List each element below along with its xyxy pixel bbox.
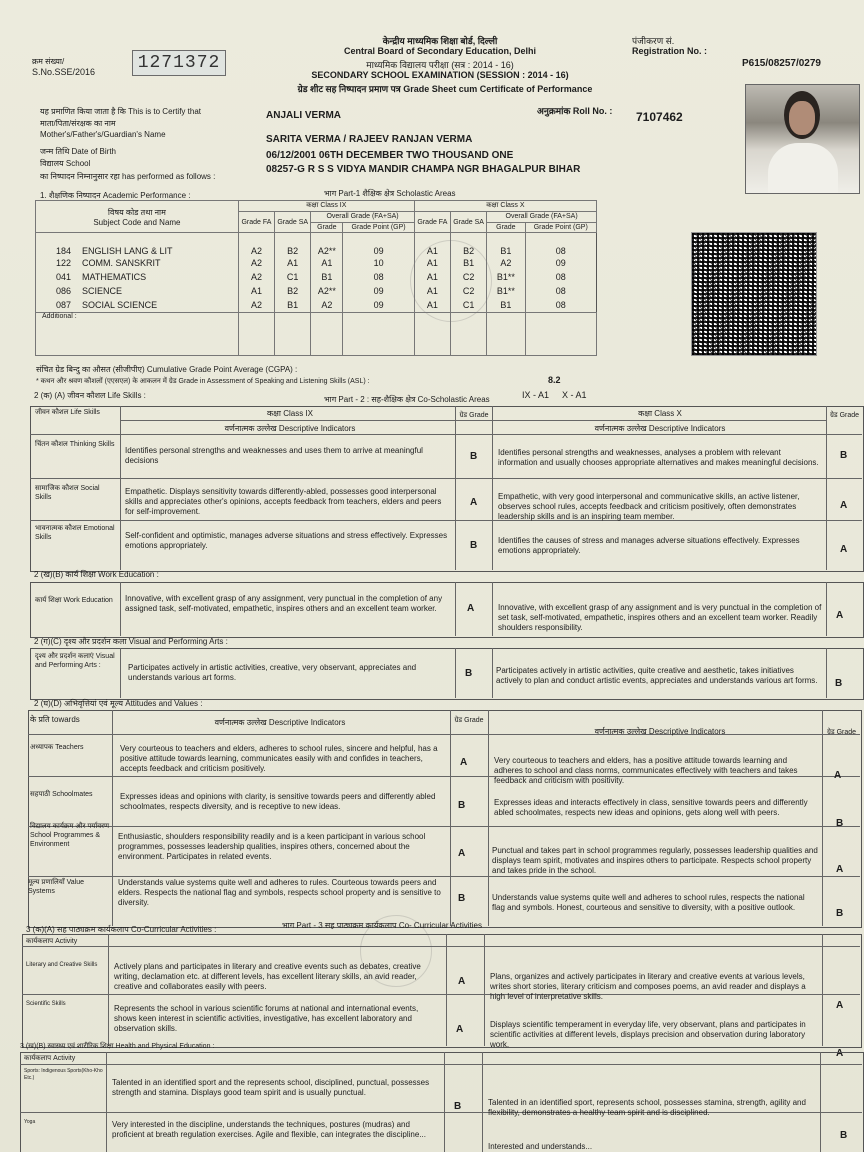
ix-overall-grade: A2** xyxy=(311,233,343,257)
parent-label-hindi: माता/पिता/संरक्षक का नाम xyxy=(40,119,116,128)
ix-sa-grade: C1 xyxy=(275,270,311,284)
academic-table xyxy=(35,200,597,356)
x-fa-grade: A1 xyxy=(414,284,450,298)
parent-label: Mother's/Father's/Guardian's Name xyxy=(40,130,166,139)
attitude-ix-grade: B xyxy=(458,893,466,904)
attitude-label: विद्यालय कार्यक्रम और पर्यावरण School Programmes & Environment xyxy=(30,823,110,848)
exam-name: SECONDARY SCHOOL EXAMINATION (SESSION : 2014 - 16) xyxy=(311,70,569,80)
attitude-ix-grade: A xyxy=(458,848,466,859)
subject-header: Subject Code and Name xyxy=(93,217,181,227)
ix-overall-grade: A2 xyxy=(311,298,343,312)
x-overall-grade: B1** xyxy=(487,284,525,298)
attitude-ix-descriptor: Expresses ideas and opinions with clarity, is sensitive towards peers and differently abled schoolmates, respects diversity, and is receptive to new ideas. xyxy=(120,792,436,811)
x-fa-grade: A1 xyxy=(414,233,450,257)
health-label: Yoga xyxy=(24,1119,36,1125)
roll-number: 7107462 xyxy=(636,110,683,124)
life-skill-ix-grade: B xyxy=(470,451,478,462)
health-x-descriptor: Talented in an identified sport, represents school, possesses stamina, strength, agility and flexibility, demonstrates a healthy team spirit and is disciplined. xyxy=(488,1098,806,1117)
descriptive-indicators-header: वर्णनात्मक उल्लेख Descriptive Indicators xyxy=(594,424,726,433)
visual-arts-section-title: 2 (ग)(C) दृश्य और प्रदर्शन कला Visual and Performing Arts : xyxy=(34,637,228,646)
class-ix-header: कक्षा Class IX xyxy=(267,409,313,418)
subject-name: SCIENCE xyxy=(82,286,123,297)
academic-section-title: 1. शैक्षणिक निष्पादन Academic Performance : xyxy=(40,191,191,200)
life-skill-x-descriptor: Identifies personal strengths and weaknesses, analyses a problem with relevant information and usually chooses appropriate alternatives and makes meaningful decisions. xyxy=(498,448,819,467)
subject-code: 184 xyxy=(56,246,72,257)
subject-name: COMM. SANSKRIT xyxy=(82,258,161,269)
attitude-ix-grade: B xyxy=(458,800,466,811)
co-curricular-ix-descriptor: Represents the school in various scientific forums at national and international events, shows keen interest in scientific activities, investigative, has excellent laboratory and observation skills. xyxy=(114,1004,419,1033)
x-sa-grade: C2 xyxy=(451,284,487,298)
towards-header: के प्रति towards xyxy=(30,715,80,724)
subject-code: 041 xyxy=(56,272,72,283)
x-fa-grade: A1 xyxy=(414,270,450,284)
visual-arts-x-grade: B xyxy=(835,678,843,689)
x-sa-grade: C2 xyxy=(451,270,487,284)
health-section-title: 3 (ख)(B) स्वास्थ्य एवं शारीरिक शिक्षा Health and Physical Education : xyxy=(20,1043,215,1050)
work-education-label: कार्य शिक्षा Work Education xyxy=(35,597,113,604)
attitude-x-descriptor: Understands value systems quite well and adheres to school rules, respects the national flag and symbols. Honest, courteous and sensitive to diversity, with a positive outlook. xyxy=(492,893,805,912)
attitude-ix-grade: A xyxy=(460,757,468,768)
grade-header: Grade xyxy=(487,222,525,233)
serial-label-hindi: क्रम संख्या/ xyxy=(32,57,65,66)
attitude-ix-descriptor: Very courteous to teachers and elders, adheres to school rules, sincere and helpful, has a positive attitude towards learning, communicates easily with and confides in teachers, accepts feedback and criticism positively. xyxy=(120,744,438,773)
grade-point-header: Grade Point (GP) xyxy=(343,222,414,233)
visual-arts-x-descriptor: Participates actively in artistic activities, quite creative and aesthetic, takes initiatives actively to plan and conduct artistic events, appreciates and understands various art forms. xyxy=(496,666,818,685)
subject-header-hindi: विषय कोड तथा नाम xyxy=(107,207,166,217)
grade-sa-header: Grade SA xyxy=(451,211,487,233)
life-skill-x-descriptor: Identifies the causes of stress and manages adverse situations effectively. Expresses emotions appropriately. xyxy=(498,536,800,555)
work-education-section-title: 2 (ख)(B) कार्य शिक्षा Work Education : xyxy=(34,570,159,579)
attitude-label: सहपाठी Schoolmates xyxy=(30,791,93,798)
co-curricular-label: Scientific Skills xyxy=(26,1001,66,1007)
visual-arts-ix-grade: B xyxy=(465,668,473,679)
x-grade-point: 08 xyxy=(525,284,596,298)
overall-header: Overall Grade (FA+SA) xyxy=(311,211,414,222)
work-education-ix-grade: A xyxy=(467,603,475,614)
work-education-ix-descriptor: Innovative, with excellent grasp of any assignment, very punctual in the completion of any assigned task, self-motivated, empathetic, inspires others and an excellent team worker. xyxy=(125,594,443,613)
ix-grade-point: 09 xyxy=(343,298,414,312)
attitude-x-descriptor: Very courteous to teachers and elders, has a positive attitude towards learning and adheres to school and class norms, communicates effectively with teachers and takes feedback and criticism with positivity. xyxy=(494,756,798,785)
x-fa-grade: A1 xyxy=(414,298,450,312)
ix-sa-grade: A1 xyxy=(275,256,311,270)
cgpa-label: संचित ग्रेड बिन्दु का औसत (सीजीपीए) Cumulative Grade Point Average (CGPA) : xyxy=(36,365,298,374)
ix-overall-grade: A1 xyxy=(311,256,343,270)
life-skill-ix-descriptor: Identifies personal strengths and weaknesses and uses them to arrive at meaningful decisions xyxy=(125,446,423,465)
life-skills-section-title: 2 (क) (A) जीवन कौशल Life Skills : xyxy=(34,391,146,400)
additional-label: Additional : xyxy=(42,312,77,320)
x-fa-grade: A1 xyxy=(414,256,450,270)
attitude-label: मूल्य प्रणालियाँ Value Systems xyxy=(28,879,85,895)
ix-grade-point: 09 xyxy=(343,233,414,257)
co-curricular-x-grade: A xyxy=(836,1000,844,1011)
x-sa-grade: B1 xyxy=(451,256,487,270)
x-grade-point: 08 xyxy=(525,270,596,284)
ix-fa-grade: A2 xyxy=(238,256,274,270)
attitude-ix-descriptor: Enthusiastic, shoulders responsibility readily and is a keen participant in various school programmes, possesses leadership qualities, inspires others, concerned about the environment. Participates in related events. xyxy=(118,832,426,861)
date-of-birth: 06/12/2001 06TH DECEMBER TWO THOUSAND ONE xyxy=(266,150,514,161)
cgpa-value: 8.2 xyxy=(548,375,561,385)
x-overall-grade: B1 xyxy=(487,298,525,312)
ix-grade-point: 09 xyxy=(343,284,414,298)
visual-arts-label: दृश्य और प्रदर्शन कलाएं Visual and Performing Arts : xyxy=(35,653,115,669)
subject-code: 087 xyxy=(56,300,72,311)
life-skill-label: चिंतन कौशल Thinking Skills xyxy=(35,441,115,448)
attitude-x-grade: B xyxy=(836,818,844,829)
parent-names: SARITA VERMA / RAJEEV RANJAN VERMA xyxy=(266,134,473,145)
class-x-header: कक्षा Class X xyxy=(414,201,596,212)
subject-row xyxy=(36,256,597,270)
ix-sa-grade: B1 xyxy=(275,298,311,312)
student-name: ANJALI VERMA xyxy=(266,110,342,121)
grade-header: ग्रेड Grade xyxy=(454,717,484,724)
co-curricular-label: Literary and Creative Skills xyxy=(26,962,98,968)
attitude-ix-descriptor: Understands value systems quite well and adheres to rules. Courteous towards peers and elders. Respects the national flag and symbols, respects school property and is sensitive to diversity. xyxy=(118,878,441,907)
registration-label-hindi: पंजीकरण सं. xyxy=(632,36,675,46)
grade-header: Grade xyxy=(311,222,343,233)
student-photo xyxy=(745,84,860,194)
scholastic-part-title: भाग Part-1 शैक्षिक क्षेत्र Scholastic Areas xyxy=(324,189,456,198)
ix-fa-grade: A2 xyxy=(238,270,274,284)
life-skill-x-grade: A xyxy=(840,500,848,511)
ix-grade-point: 10 xyxy=(343,256,414,270)
dob-label: जन्म तिथि Date of Birth xyxy=(40,147,116,156)
x-overall-grade: A2 xyxy=(487,256,525,270)
grade-header: ग्रेड Grade xyxy=(829,412,860,419)
subject-name: ENGLISH LANG & LIT xyxy=(82,246,173,257)
health-ix-descriptor: Talented in an identified sport and the represents school, disciplined, punctual, possesses strength and stamina. Displays good team spirit and is usually punctual. xyxy=(112,1078,430,1097)
subject-row xyxy=(36,270,597,284)
co-curricular-ix-grade: A xyxy=(458,976,466,987)
ix-fa-grade: A1 xyxy=(238,284,274,298)
ix-overall-grade: A2** xyxy=(311,284,343,298)
life-skills-column-header: जीवन कौशल Life Skills xyxy=(35,409,100,416)
board-name-hindi: केन्द्रीय माध्यमिक शिक्षा बोर्ड, दिल्ली xyxy=(382,36,498,46)
life-skill-label: सामाजिक कौशल Social Skills xyxy=(35,485,100,501)
x-grade-point: 08 xyxy=(525,233,596,257)
co-curricular-ix-descriptor: Actively plans and participates in literary and creative events such as debates, creative writing, declamation etc. at different levels, has excellent literary skills, an avid reader, creative and collaborates easily with peers. xyxy=(114,962,421,991)
life-skill-ix-grade: A xyxy=(470,497,478,508)
ix-fa-grade: A2 xyxy=(238,298,274,312)
health-x-descriptor: Interested and understands... xyxy=(488,1142,593,1151)
subject-name: SOCIAL SCIENCE xyxy=(82,300,158,311)
life-skill-x-grade: B xyxy=(840,450,848,461)
descriptive-indicators-header: वर्णनात्मक उल्लेख Descriptive Indicators xyxy=(224,424,356,433)
ix-sa-grade: B2 xyxy=(275,284,311,298)
x-sa-grade: B2 xyxy=(451,233,487,257)
asl-x-grade: X - A1 xyxy=(562,390,587,400)
work-education-x-grade: A xyxy=(836,610,844,621)
asl-ix-grade: IX - A1 xyxy=(522,390,550,400)
life-skill-x-grade: A xyxy=(840,544,848,555)
registration-label: Registration No. : xyxy=(632,46,708,56)
life-skill-x-descriptor: Empathetic, with very good interpersonal and communicative skills, an active listener, observes school rules, accepts feedback and criticism positively, often demonstrates leadership skills and is an inspiring team member. xyxy=(498,492,800,521)
subject-name: MATHEMATICS xyxy=(82,272,147,283)
x-grade-point: 09 xyxy=(525,256,596,270)
subject-row xyxy=(36,284,597,298)
ix-overall-grade: B1 xyxy=(311,270,343,284)
ix-fa-grade: A2 xyxy=(238,233,274,257)
attitude-x-descriptor: Punctual and takes part in school programmes regularly, possesses leadership qualities and displays team spirit, motivates and inspires others to participate. Respects school property and takes pride in the school. xyxy=(492,846,818,875)
roll-label: अनुक्रमांक Roll No. : xyxy=(537,106,613,116)
x-overall-grade: B1** xyxy=(487,270,525,284)
qr-code xyxy=(691,232,817,356)
subject-row xyxy=(36,233,597,257)
grade-sa-header: Grade SA xyxy=(275,211,311,233)
performed-label: का निष्पादन निम्नानुसार रहा has performed as follows : xyxy=(40,172,216,181)
co-curricular-x-grade: A xyxy=(836,1048,844,1059)
attitude-x-grade: B xyxy=(836,908,844,919)
grade-fa-header: Grade FA xyxy=(414,211,450,233)
co-curricular-x-descriptor: Displays scientific temperament in everyday life, very observant, plans and participates in scientific activities at different levels, displays precision and observation during laboratory work. xyxy=(490,1020,806,1049)
overall-header: Overall Grade (FA+SA) xyxy=(487,211,597,222)
life-skill-ix-descriptor: Empathetic. Displays sensitivity towards differently-abled, possesses good interpersonal skills and appreciates other's opinions, accepts feedback from teachers, elders and peers for self-improvement. xyxy=(125,487,442,516)
health-label: Sports: Indigenous Sports(Kho-Kho Etc.) xyxy=(24,1068,103,1081)
descriptive-indicators-header: वर्णनात्मक उल्लेख Descriptive Indicators xyxy=(214,718,346,727)
grade-header: ग्रेड Grade xyxy=(826,729,857,736)
registration-number: P615/08257/0279 xyxy=(742,58,821,69)
serial-number: 1271372 xyxy=(132,50,226,76)
health-x-grade: B xyxy=(840,1130,848,1141)
certificate-title: ग्रेड शीट सह निष्पादन प्रमाण पत्र Grade Sheet cum Certificate of Performance xyxy=(297,84,593,94)
board-name: Central Board of Secondary Education, Delhi xyxy=(343,46,537,56)
work-education-x-descriptor: Innovative, with excellent grasp of any assignment and is very punctual in the completion of set task, self-motivated, empathetic, inspires others and an excellent team worker. Readily shoulders responsibility. xyxy=(498,603,822,632)
co-curricular-ix-grade: A xyxy=(456,1024,464,1035)
subject-row xyxy=(36,298,597,312)
x-overall-grade: B1 xyxy=(487,233,525,257)
activity-header: कार्यकलाप Activity xyxy=(26,938,78,945)
attitude-label: अध्यापक Teachers xyxy=(30,744,84,751)
activity-header: कार्यकलाप Activity xyxy=(24,1055,76,1062)
attitudes-section-title: 2 (घ)(D) अभिवृत्तियां एवं मूल्य Attitudes and Values : xyxy=(34,699,203,708)
asl-label: * कथन और श्रवण कौशलों (एएसएल) के आकलन में ग्रेड Grade in Assessment of Speaking and Listening Skills (ASL) : xyxy=(36,378,370,385)
subject-code: 086 xyxy=(56,286,72,297)
exam-name-hindi: माध्यमिक विद्यालय परीक्षा (सत्र : 2014 - 16) xyxy=(366,60,514,70)
x-grade-point: 08 xyxy=(525,298,596,312)
grade-point-header: Grade Point (GP) xyxy=(525,222,596,233)
subject-code: 122 xyxy=(56,258,72,269)
co-curricular-part-title: भाग Part - 3 सह पाठ्यक्रम कार्यकलाप Co- Curricular Activities xyxy=(282,921,482,930)
attitude-x-grade: A xyxy=(836,864,844,875)
co-curricular-section-title: 3 (क)(A) सह पाठ्यक्रम कार्यकलाप Co-Curricular Activities : xyxy=(26,925,217,934)
life-skill-ix-grade: B xyxy=(470,540,478,551)
school-name: 08257-G R S S VIDYA MANDIR CHAMPA NGR BHAGALPUR BIHAR xyxy=(266,164,581,175)
grade-header: ग्रेड Grade xyxy=(459,412,489,419)
health-ix-descriptor: Very interested in the discipline, understands the techniques, postures (mudras) and proficient at breath regulation exercises. Agile and flexible, can integrates the discipline... xyxy=(112,1120,426,1139)
school-label: विद्यालय School xyxy=(40,159,91,168)
health-ix-grade: B xyxy=(454,1101,462,1112)
certify-label: यह प्रमाणित किया जाता है कि This is to Certify that xyxy=(40,107,201,116)
class-x-header: कक्षा Class X xyxy=(638,409,682,418)
ix-sa-grade: B2 xyxy=(275,233,311,257)
ix-grade-point: 08 xyxy=(343,270,414,284)
co-curricular-x-descriptor: Plans, organizes and actively participates in literary and creative events at various levels, writes short stories, literary criticism and composes poems, an avid reader and displays a high level of interpretative skills. xyxy=(490,972,806,1001)
visual-arts-ix-descriptor: Participates actively in artistic activities, creative, very observant, appreciates and understands various art forms. xyxy=(128,663,417,682)
attitude-x-grade: A xyxy=(834,770,842,781)
life-skill-label: भावनात्मक कौशल Emotional Skills xyxy=(35,525,115,541)
class-ix-header: कक्षा Class IX xyxy=(238,201,414,212)
serial-label: S.No.SSE/2016 xyxy=(32,67,96,77)
life-skill-ix-descriptor: Self-confident and optimistic, manages adverse situations and stress effectively. Expresses emotions appropriately. xyxy=(125,531,448,550)
attitude-x-descriptor: Expresses ideas and interacts effectively in class, sensitive towards peers and differently abled schoolmates, respects new ideas and opinions, gets along well with peers. xyxy=(494,798,808,817)
x-sa-grade: C1 xyxy=(451,298,487,312)
grade-fa-header: Grade FA xyxy=(238,211,274,233)
descriptive-indicators-header: वर्णनात्मक उल्लेख Descriptive Indicators xyxy=(594,727,726,736)
co-scholastic-part-title: भाग Part - 2 : सह-शैक्षिक क्षेत्र Co-Scholastic Areas xyxy=(324,395,490,404)
